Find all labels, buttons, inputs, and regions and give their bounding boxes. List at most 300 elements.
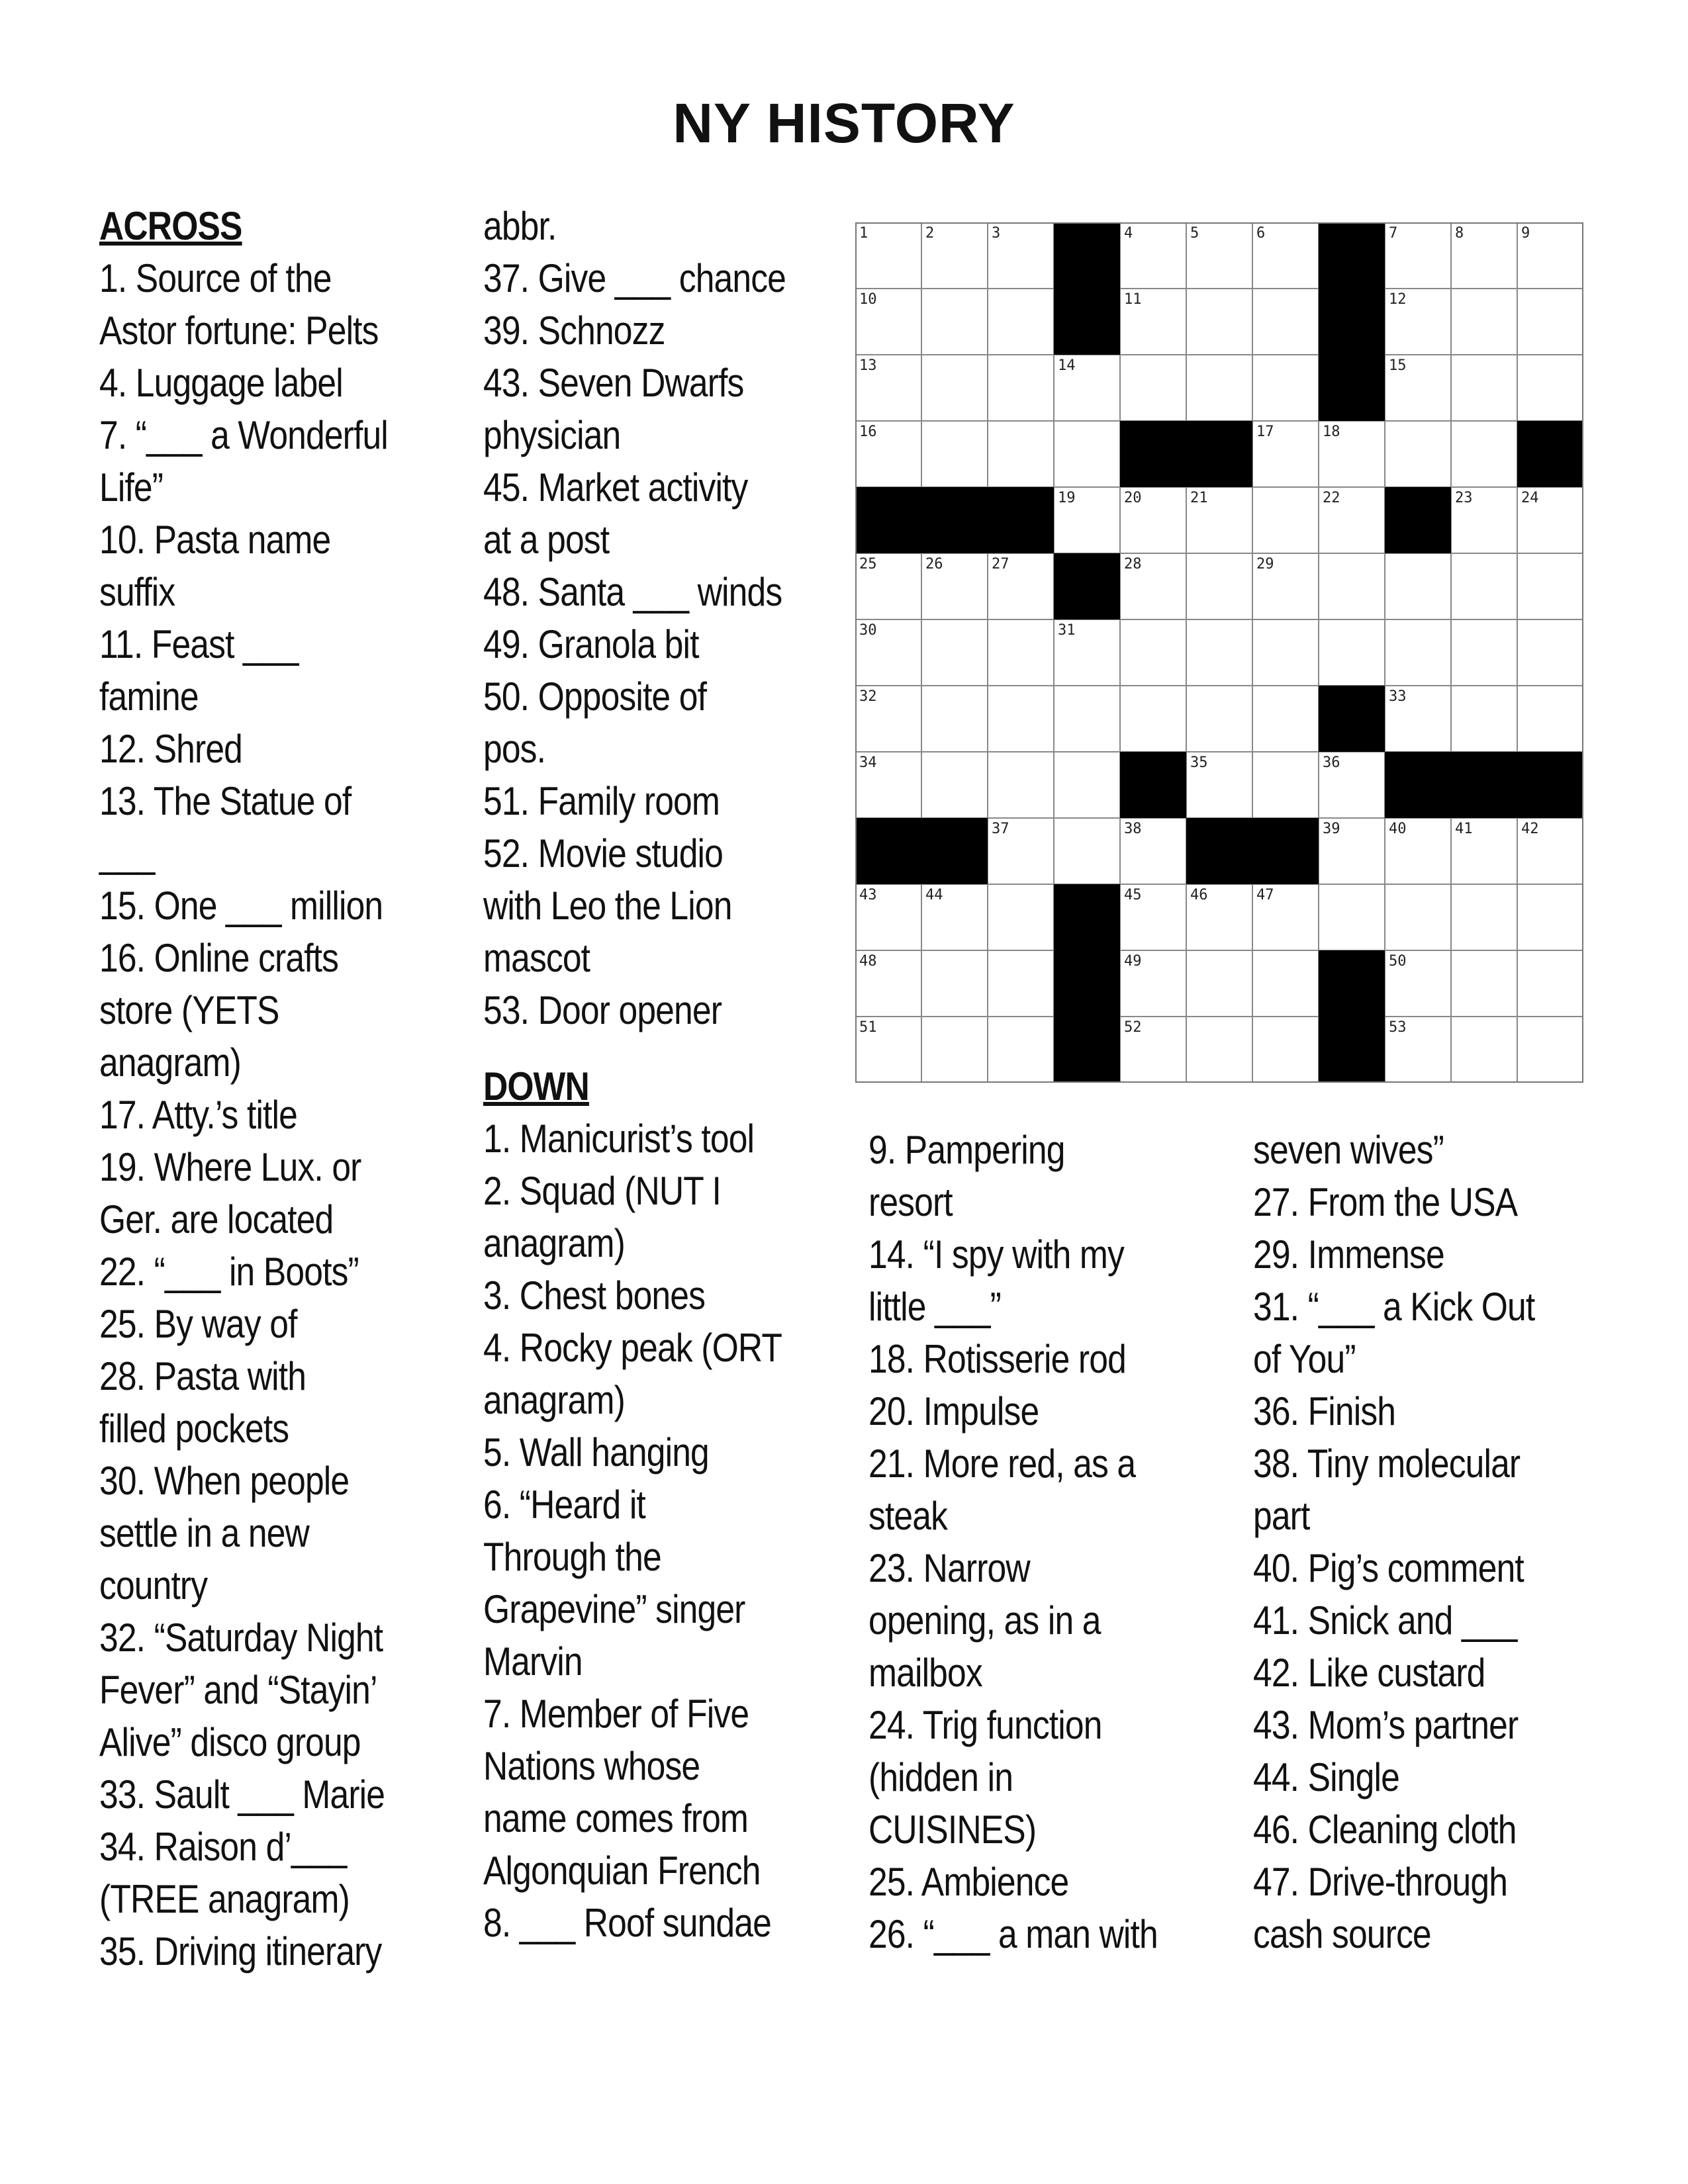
grid-cell[interactable] (1319, 818, 1385, 884)
grid-block (1451, 752, 1517, 818)
grid-cell[interactable] (1319, 421, 1385, 487)
cell-number: 28 (1124, 556, 1142, 572)
clue-line: filled pockets (99, 1406, 289, 1451)
clue-line: 6. “Heard it (483, 1482, 645, 1527)
cell-number: 17 (1256, 424, 1274, 440)
clue-line: 39. Schnozz (483, 308, 665, 353)
cell-number: 9 (1521, 225, 1530, 242)
cell-number: 25 (859, 556, 877, 572)
cell-number: 49 (1124, 953, 1142, 970)
grid-cell[interactable] (1385, 950, 1451, 1017)
clue-line: 49. Granola bit (483, 622, 699, 666)
clue-line: seven wives” (1253, 1128, 1444, 1172)
clue-line: of You” (1253, 1337, 1356, 1381)
clue-line: Ger. are located (99, 1197, 334, 1242)
grid-cell[interactable] (921, 619, 988, 686)
grid-cell[interactable] (1385, 421, 1451, 487)
cell-number: 26 (925, 556, 943, 572)
clue-line: little ___” (868, 1285, 1001, 1329)
grid-cell[interactable] (1186, 619, 1252, 686)
clue-line: 14. “I spy with my (868, 1232, 1124, 1277)
grid-cell[interactable] (988, 289, 1054, 355)
across-heading: ACROSS (99, 204, 242, 248)
clue-line: mascot (483, 936, 590, 980)
clue-line: 19. Where Lux. or (99, 1145, 361, 1189)
grid-cell[interactable] (1252, 619, 1319, 686)
cell-number: 12 (1389, 291, 1407, 308)
grid-cell[interactable] (1517, 222, 1583, 289)
clue-line: mailbox (868, 1651, 982, 1695)
clue-line: ___ (99, 831, 155, 876)
grid-cell[interactable] (988, 752, 1054, 818)
cell-number: 4 (1124, 225, 1133, 242)
clue-line: 11. Feast ___ (99, 622, 299, 666)
grid-cell[interactable] (1120, 619, 1186, 686)
grid-block (855, 818, 921, 884)
clue-line: 51. Family room (483, 779, 720, 823)
clue-line: store (YETS (99, 988, 279, 1032)
clue-line: 52. Movie studio (483, 831, 723, 876)
clue-line: 1. Source of the (99, 256, 332, 300)
clue-line: 23. Narrow (868, 1546, 1030, 1590)
clue-line: with Leo the Lion (483, 884, 732, 928)
clue-line: name comes from (483, 1796, 749, 1841)
clue-column-4 (1253, 1124, 1595, 1960)
grid-cell[interactable] (1054, 752, 1120, 818)
grid-block (1054, 553, 1120, 619)
grid-cell[interactable] (921, 1017, 988, 1083)
cell-number: 32 (859, 688, 877, 705)
grid-cell[interactable] (1385, 355, 1451, 421)
clue-line: 43. Seven Dwarfs (483, 361, 744, 405)
grid-cell[interactable] (921, 752, 988, 818)
grid-cell[interactable] (1186, 222, 1252, 289)
grid-block (1385, 752, 1451, 818)
grid-cell[interactable] (1451, 818, 1517, 884)
grid-cell[interactable] (1186, 686, 1252, 752)
clue-line: 4. Rocky peak (ORT (483, 1326, 782, 1370)
grid-cell[interactable] (1054, 421, 1120, 487)
cell-number: 30 (859, 622, 877, 639)
clue-line: 46. Cleaning cloth (1253, 1807, 1517, 1852)
grid-cell[interactable] (1120, 950, 1186, 1017)
grid-block (1319, 222, 1385, 289)
grid-cell[interactable] (855, 421, 921, 487)
clue-line: Grapevine” singer (483, 1587, 745, 1631)
clue-line: 48. Santa ___ winds (483, 570, 782, 614)
grid-block (1319, 289, 1385, 355)
grid-block (1319, 355, 1385, 421)
clue-line: Through the (483, 1535, 661, 1579)
grid-block (1517, 421, 1583, 487)
grid-cell[interactable] (1517, 818, 1583, 884)
grid-cell[interactable] (1517, 884, 1583, 950)
cell-number: 27 (992, 556, 1009, 572)
grid-cell[interactable] (921, 222, 988, 289)
cell-number: 50 (1389, 953, 1407, 970)
grid-cell[interactable] (1451, 950, 1517, 1017)
grid-cell[interactable] (1385, 818, 1451, 884)
grid-cell[interactable] (1054, 619, 1120, 686)
grid-cell[interactable] (1252, 950, 1319, 1017)
grid-cell[interactable] (855, 289, 921, 355)
cell-number: 3 (992, 225, 1001, 242)
clue-line: 8. ___ Roof sundae (483, 1901, 771, 1945)
grid-cell[interactable] (1385, 553, 1451, 619)
cell-number: 1 (859, 225, 868, 242)
cell-number: 8 (1455, 225, 1464, 242)
puzzle-title: NY HISTORY (673, 92, 1015, 154)
grid-cell[interactable] (1517, 1017, 1583, 1083)
grid-cell[interactable] (1252, 487, 1319, 553)
clue-line: 44. Single (1253, 1755, 1399, 1799)
grid-cell[interactable] (1451, 553, 1517, 619)
grid-cell[interactable] (1186, 355, 1252, 421)
clue-line: 28. Pasta with (99, 1354, 306, 1398)
grid-cell[interactable] (855, 553, 921, 619)
clue-line: 38. Tiny molecular (1253, 1441, 1521, 1486)
grid-cell[interactable] (1451, 619, 1517, 686)
grid-cell[interactable] (1319, 619, 1385, 686)
grid-cell[interactable] (855, 355, 921, 421)
grid-cell[interactable] (1451, 355, 1517, 421)
grid-cell[interactable] (1054, 686, 1120, 752)
grid-block (988, 487, 1054, 553)
cell-number: 20 (1124, 490, 1142, 506)
cell-number: 53 (1389, 1019, 1407, 1036)
clue-line: 21. More red, as a (868, 1441, 1136, 1486)
grid-cell[interactable] (1319, 752, 1385, 818)
cell-number: 45 (1124, 887, 1142, 903)
grid-cell[interactable] (921, 289, 988, 355)
grid-cell[interactable] (1120, 222, 1186, 289)
cell-number: 15 (1389, 357, 1407, 374)
clue-line: 25. Ambience (868, 1860, 1069, 1904)
clue-line: (hidden in (868, 1755, 1013, 1799)
grid-cell[interactable] (1120, 553, 1186, 619)
grid-cell[interactable] (921, 950, 988, 1017)
clue-line: anagram) (483, 1221, 625, 1265)
clue-line: 20. Impulse (868, 1389, 1039, 1433)
clue-line: opening, as in a (868, 1598, 1101, 1643)
grid-cell[interactable] (1319, 487, 1385, 553)
grid-block (1054, 222, 1120, 289)
cell-number: 42 (1521, 821, 1539, 837)
cell-number: 52 (1124, 1019, 1142, 1036)
clue-line: 1. Manicurist’s tool (483, 1116, 755, 1161)
grid-cell[interactable] (1120, 686, 1186, 752)
clue-column-2 (483, 200, 825, 1949)
clue-line: 7. Member of Five (483, 1692, 749, 1736)
grid-cell[interactable] (1252, 289, 1319, 355)
cell-number: 11 (1124, 291, 1142, 308)
grid-cell[interactable] (921, 553, 988, 619)
grid-cell[interactable] (1385, 884, 1451, 950)
grid-block (1054, 1017, 1120, 1083)
grid-block (855, 487, 921, 553)
grid-cell[interactable] (1451, 487, 1517, 553)
grid-cell[interactable] (1451, 1017, 1517, 1083)
cell-number: 31 (1058, 622, 1076, 639)
clue-line: 31. “___ a Kick Out (1253, 1285, 1535, 1329)
grid-block (921, 818, 988, 884)
clue-line: resort (868, 1180, 953, 1224)
grid-block (1385, 487, 1451, 553)
clue-line: 3. Chest bones (483, 1273, 706, 1318)
cell-number: 19 (1058, 490, 1076, 506)
grid-cell[interactable] (988, 1017, 1054, 1083)
grid-cell[interactable] (1120, 289, 1186, 355)
grid-cell[interactable] (1120, 355, 1186, 421)
down-heading: DOWN (483, 1064, 589, 1109)
clue-line: 32. “Saturday Night (99, 1615, 383, 1660)
grid-cell[interactable] (1120, 884, 1186, 950)
grid-cell[interactable] (1252, 355, 1319, 421)
cell-number: 48 (859, 953, 877, 970)
grid-cell[interactable] (921, 686, 988, 752)
clue-line: 35. Driving itinerary (99, 1929, 382, 1974)
clue-line: 18. Rotisserie rod (868, 1337, 1126, 1381)
grid-cell[interactable] (921, 884, 988, 950)
grid-cell[interactable] (1517, 289, 1583, 355)
clue-line: country (99, 1563, 208, 1608)
clue-line: anagram) (99, 1040, 241, 1085)
grid-cell[interactable] (855, 686, 921, 752)
clue-line: 24. Trig function (868, 1703, 1102, 1747)
grid-block (1120, 752, 1186, 818)
grid-cell[interactable] (1252, 222, 1319, 289)
clue-line: Astor fortune: Pelts (99, 308, 379, 353)
clue-line: 9. Pampering (868, 1128, 1065, 1172)
clue-line: Fever” and “Stayin’ (99, 1668, 377, 1712)
section-gap (483, 1036, 825, 1060)
grid-cell[interactable] (1451, 421, 1517, 487)
cell-number: 47 (1256, 887, 1274, 903)
clue-line: 12. Shred (99, 727, 243, 771)
grid-block (921, 487, 988, 553)
clue-line: 2. Squad (NUT I (483, 1169, 721, 1213)
clue-line: 43. Mom’s partner (1253, 1703, 1519, 1747)
grid-cell[interactable] (1451, 884, 1517, 950)
clue-line: 5. Wall hanging (483, 1430, 709, 1475)
grid-cell[interactable] (1186, 752, 1252, 818)
grid-cell[interactable] (1054, 818, 1120, 884)
clue-line: steak (868, 1494, 948, 1538)
cell-number: 10 (859, 291, 877, 308)
grid-cell[interactable] (1517, 619, 1583, 686)
grid-block (1319, 950, 1385, 1017)
clue-line: CUISINES) (868, 1807, 1037, 1852)
clue-line: physician (483, 413, 621, 457)
clue-line: 29. Immense (1253, 1232, 1444, 1277)
grid-cell[interactable] (1252, 884, 1319, 950)
cell-number: 40 (1389, 821, 1407, 837)
grid-cell[interactable] (988, 950, 1054, 1017)
clue-line: Life” (99, 465, 164, 510)
clue-line: 47. Drive-through (1253, 1860, 1508, 1904)
cell-number: 51 (859, 1019, 877, 1036)
clue-line: pos. (483, 727, 546, 771)
clue-line: 27. From the USA (1253, 1180, 1518, 1224)
grid-cell[interactable] (1385, 289, 1451, 355)
clue-line: 37. Give ___ chance (483, 256, 786, 300)
grid-cell[interactable] (988, 619, 1054, 686)
grid-cell[interactable] (988, 222, 1054, 289)
grid-cell[interactable] (1385, 619, 1451, 686)
clue-line: 10. Pasta name (99, 518, 331, 562)
cell-number: 21 (1190, 490, 1208, 506)
grid-block (1252, 818, 1319, 884)
grid-cell[interactable] (1319, 884, 1385, 950)
grid-block (1517, 752, 1583, 818)
cell-number: 46 (1190, 887, 1208, 903)
grid-cell[interactable] (1186, 884, 1252, 950)
clue-line: 25. By way of (99, 1302, 297, 1346)
clue-line: 7. “___ a Wonderful (99, 413, 388, 457)
cell-number: 37 (992, 821, 1009, 837)
clue-line: suffix (99, 570, 175, 614)
grid-cell[interactable] (1186, 950, 1252, 1017)
clue-line: 22. “___ in Boots” (99, 1250, 359, 1294)
clue-line: at a post (483, 518, 610, 562)
grid-cell[interactable] (1120, 1017, 1186, 1083)
grid-cell[interactable] (855, 884, 921, 950)
clue-line: 41. Snick and ___ (1253, 1598, 1517, 1643)
grid-cell[interactable] (1517, 487, 1583, 553)
cell-number: 13 (859, 357, 877, 374)
clue-line: (TREE anagram) (99, 1877, 350, 1921)
clue-line: cash source (1253, 1912, 1431, 1956)
grid-cell[interactable] (1252, 553, 1319, 619)
grid-cell[interactable] (1252, 421, 1319, 487)
grid-cell[interactable] (1054, 355, 1120, 421)
clue-line: Algonquian French (483, 1848, 761, 1893)
grid-cell[interactable] (988, 884, 1054, 950)
grid-cell[interactable] (988, 421, 1054, 487)
grid-cell[interactable] (1517, 553, 1583, 619)
grid-cell[interactable] (1517, 686, 1583, 752)
grid-cell[interactable] (988, 553, 1054, 619)
grid-cell[interactable] (1120, 818, 1186, 884)
clue-line: 17. Atty.’s title (99, 1093, 297, 1137)
cell-number: 33 (1389, 688, 1407, 705)
clue-line: 42. Like custard (1253, 1651, 1485, 1695)
clue-line: 13. The Statue of (99, 779, 352, 823)
cell-number: 23 (1455, 490, 1473, 506)
grid-cell[interactable] (921, 355, 988, 421)
cell-number: 36 (1323, 754, 1340, 771)
grid-block (1186, 818, 1252, 884)
grid-cell[interactable] (1054, 487, 1120, 553)
cell-number: 18 (1323, 424, 1340, 440)
cell-number: 6 (1256, 225, 1266, 242)
cell-number: 22 (1323, 490, 1340, 506)
cell-number: 16 (859, 424, 877, 440)
grid-cell[interactable] (1385, 222, 1451, 289)
grid-cell[interactable] (1252, 1017, 1319, 1083)
grid-cell[interactable] (1186, 289, 1252, 355)
grid-cell[interactable] (1252, 752, 1319, 818)
clue-line: 15. One ___ million (99, 884, 383, 928)
grid-block (1319, 1017, 1385, 1083)
clue-line: Nations whose (483, 1744, 700, 1788)
grid-cell[interactable] (1385, 686, 1451, 752)
cell-number: 29 (1256, 556, 1274, 572)
clue-line: part (1253, 1494, 1310, 1538)
grid-cell[interactable] (1451, 289, 1517, 355)
clue-line: 50. Opposite of (483, 674, 707, 719)
clue-line: Marvin (483, 1639, 583, 1684)
cell-number: 38 (1124, 821, 1142, 837)
clue-line: anagram) (483, 1378, 625, 1422)
grid-cell[interactable] (1186, 553, 1252, 619)
cell-number: 7 (1389, 225, 1398, 242)
grid-block (1186, 421, 1252, 487)
clue-line: 36. Finish (1253, 1389, 1396, 1433)
clue-line: 40. Pig’s comment (1253, 1546, 1524, 1590)
clue-line: abbr. (483, 204, 557, 248)
grid-cell[interactable] (1120, 487, 1186, 553)
clue-line: 26. “___ a man with (868, 1912, 1158, 1956)
grid-cell[interactable] (855, 752, 921, 818)
cell-number: 39 (1323, 821, 1340, 837)
cell-number: 14 (1058, 357, 1076, 374)
cell-number: 24 (1521, 490, 1539, 506)
clue-line: famine (99, 674, 199, 719)
grid-cell[interactable] (855, 222, 921, 289)
grid-block (1054, 289, 1120, 355)
grid-cell[interactable] (988, 355, 1054, 421)
cell-number: 35 (1190, 754, 1208, 771)
grid-cell[interactable] (1186, 487, 1252, 553)
grid-cell[interactable] (1252, 686, 1319, 752)
grid-cell[interactable] (855, 619, 921, 686)
cell-number: 41 (1455, 821, 1473, 837)
grid-block (1054, 950, 1120, 1017)
grid-cell[interactable] (921, 421, 988, 487)
grid-cell[interactable] (855, 950, 921, 1017)
cell-number: 34 (859, 754, 877, 771)
grid-cell[interactable] (988, 686, 1054, 752)
grid-cell[interactable] (1186, 1017, 1252, 1083)
cell-number: 43 (859, 887, 877, 903)
clue-line: 45. Market activity (483, 465, 748, 510)
grid-cell[interactable] (1517, 355, 1583, 421)
clue-line: 30. When people (99, 1459, 350, 1503)
cell-number: 44 (925, 887, 943, 903)
grid-cell[interactable] (1451, 686, 1517, 752)
grid-cell[interactable] (1319, 553, 1385, 619)
clue-column-3 (868, 1124, 1210, 1960)
clue-column-1 (99, 200, 441, 1978)
clue-line: 4. Luggage label (99, 361, 343, 405)
cell-number: 5 (1190, 225, 1199, 242)
grid-cell[interactable] (1517, 950, 1583, 1017)
grid-block (1120, 421, 1186, 487)
grid-cell[interactable] (1451, 222, 1517, 289)
grid-cell[interactable] (1385, 1017, 1451, 1083)
clue-line: 53. Door opener (483, 988, 722, 1032)
grid-cell[interactable] (855, 1017, 921, 1083)
grid-cell[interactable] (988, 818, 1054, 884)
clue-line: 34. Raison d’___ (99, 1825, 347, 1869)
cell-number: 2 (925, 225, 935, 242)
grid-block (1054, 884, 1120, 950)
grid-block (1319, 686, 1385, 752)
clue-line: Alive” disco group (99, 1720, 361, 1764)
clue-line: settle in a new (99, 1511, 309, 1555)
clue-line: 33. Sault ___ Marie (99, 1772, 385, 1817)
